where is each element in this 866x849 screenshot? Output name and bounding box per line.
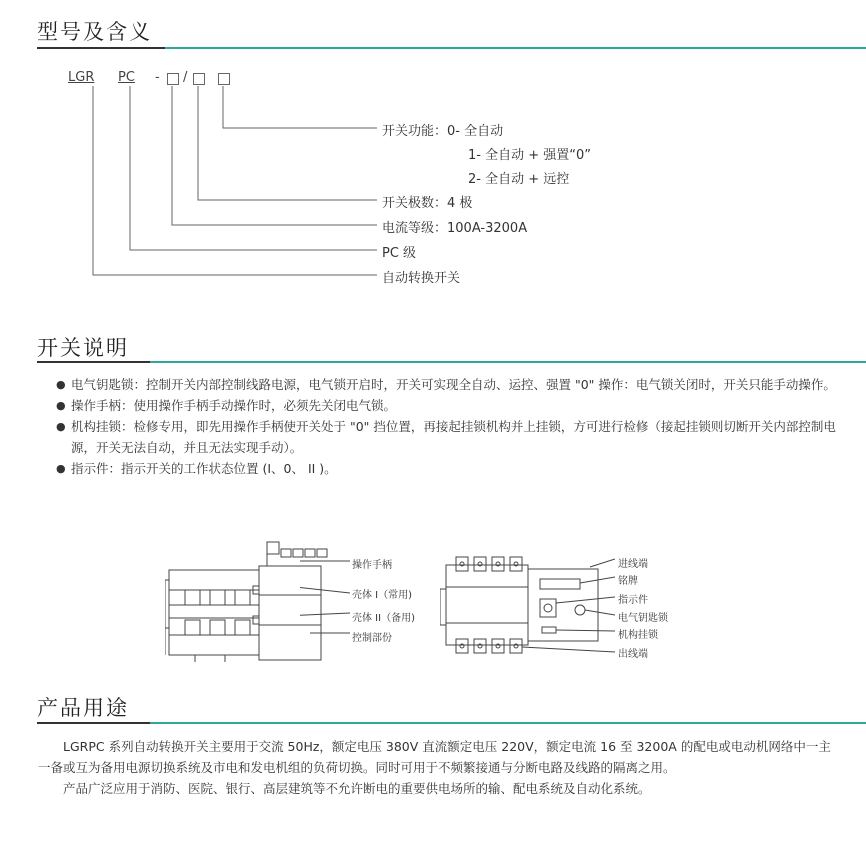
legend-function-2: 2- 全自动 + 远控 [468,172,570,187]
left-diagram-leader-lines [300,555,350,645]
switch-notes-list [56,374,846,479]
switch-note-item: ● 指示件：指示开关的工作状态位置 (I、0、 II )。 [56,458,846,479]
model-slash: / [183,70,188,85]
label-indicator: 指示件 [618,595,648,606]
switch-note-item: ● 操作手柄：使用操作手柄手动操作时，必须先关闭电气锁。 [56,395,846,416]
model-bracket-lines [0,0,866,300]
legend-function-1: 1- 全自动 + 强置“0” [468,148,591,163]
model-prefix: LGR [68,70,95,85]
legend-current: 电流等级：100A-3200A [382,221,528,236]
switch-note-item: ● 电气钥匙锁：控制开关内部控制线路电源，电气锁开启时，开关可实现全自动、运控、强置 "0" 操作：电气锁关闭时，开关只能手动操作。 [56,374,846,395]
usage-text [38,736,838,799]
usage-paragraph: LGRPC 系列自动转换开关主要用于交流 50Hz，额定电压 380V 直流额定电压 220V，额定电流 16 至 3200A 的配电或电动机网络中一主一备或互为备用电源切换系统及市电和发电机组的负荷切换。同时可用于不频繁接通与分断电路及线路的隔离之用。 [38,739,831,775]
model-separator: - [155,70,160,85]
label-nameplate: 铭牌 [618,576,638,587]
switch-note-item: ● 机构挂锁：检修专用，即先用操作手柄使开关处于 "0" 挡位置，再接起挂锁机构并上挂锁，方可进行检修（接起挂锁则切断开关内部控制电源，开关无法自动，并且无法实现手动）。 [56,416,846,458]
label-outgoing-terminal: 出线端 [618,649,648,660]
section-title-usage: 产品用途 [37,696,129,720]
legend-function: 开关功能：0- 全自动 [382,124,504,139]
switch-front-view-diagram [440,555,615,660]
label-operating-handle: 操作手柄 [352,560,392,571]
legend-poles: 开关极数：4 极 [382,196,473,211]
label-key-lock: 电气钥匙锁 [618,613,668,624]
label-housing-main: 壳体 I（常用) [352,590,413,601]
label-mechanism-padlock: 机构挂锁 [618,630,658,641]
label-control-part: 控制部份 [352,633,392,644]
usage-paragraph: 产品广泛应用于消防、医院、银行、高层建筑等不允许断电的重要供电场所的输、配电系统及自动化系统。 [63,781,651,796]
model-series: PC [118,70,135,85]
label-incoming-terminal: 进线端 [618,559,648,570]
legend-pc-class: PC 级 [382,246,417,261]
section-title-switch: 开关说明 [37,336,129,360]
legend-ats: 自动转换开关 [382,271,461,286]
section-title-model: 型号及含义 [37,20,152,44]
label-housing-backup: 壳体 II（备用) [352,613,415,624]
